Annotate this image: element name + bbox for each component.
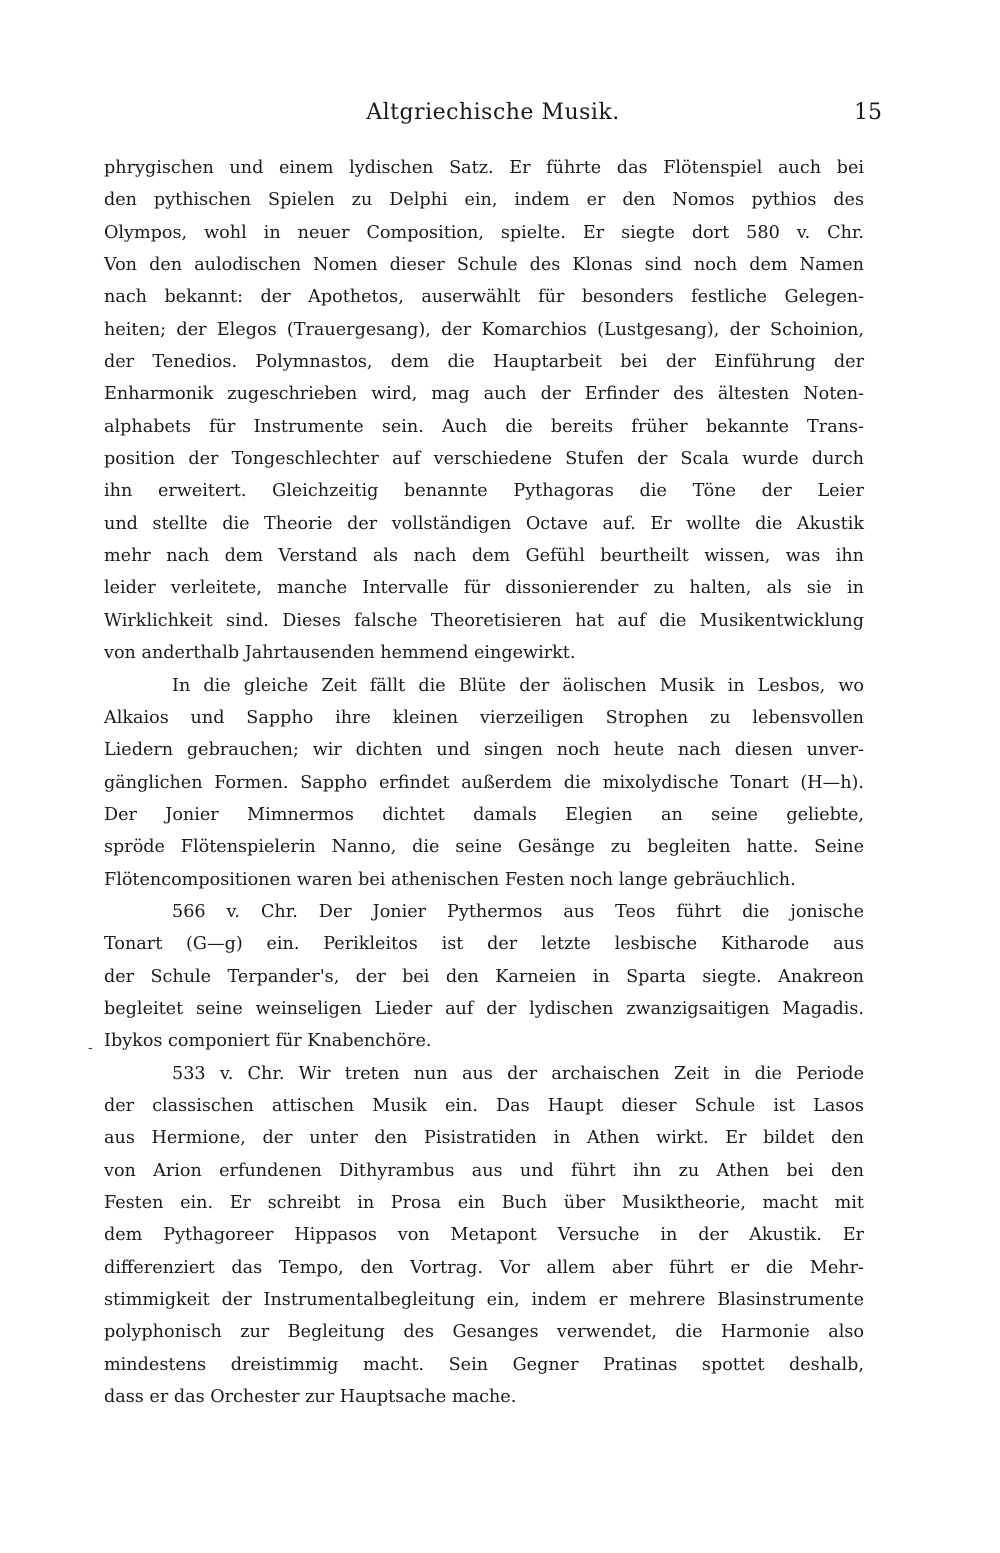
- text-line: Der Jonier Mimnermos dichtet damals Elegien an seine geliebte,: [104, 804, 864, 825]
- text-line: begleitet seine weinseligen Lieder auf der lydischen zwanzigsaitigen Magadis.: [104, 998, 864, 1019]
- text-line: von Arion erfundenen Dithyrambus aus und führt ihn zu Athen bei den: [104, 1160, 864, 1181]
- running-head: [104, 100, 882, 136]
- text-line: Alkaios und Sappho ihre kleinen vierzeiligen Strophen zu lebensvollen: [104, 707, 864, 728]
- text-line: ihn erweitert. Gleichzeitig benannte Pythagoras die Töne der Leier: [104, 481, 864, 502]
- text-line: Olympos, wohl in neuer Composition, spielte. Er siegte dort 580 v. Chr.: [104, 222, 864, 243]
- text-line: stimmigkeit der Instrumentalbegleitung ein, indem er mehrere Blasinstrumente: [104, 1290, 864, 1311]
- text-line: phrygischen und einem lydischen Satz. Er führte das Flötenspiel auch bei: [104, 158, 864, 178]
- text-line: Festen ein. Er schreibt in Prosa ein Buch über Musiktheorie, macht mit: [104, 1193, 864, 1213]
- running-title: Altgriechische Musik.: [366, 100, 620, 125]
- text-line: position der Tongeschlechter auf verschiedene Stufen der Scala wurde durch: [104, 449, 864, 470]
- text-line: dem Pythagoreer Hippasos von Metapont Versuche in der Akustik. Er: [104, 1225, 864, 1246]
- text-line: spröde Flötenspielerin Nanno, die seine Gesänge zu begleiten hatte. Seine: [104, 837, 864, 858]
- text-line: dass er das Orchester zur Hauptsache mache.: [104, 1387, 517, 1408]
- paragraph: [104, 152, 864, 670]
- text-line: Flötencompositionen waren bei athenischen Festen noch lange gebräuchlich.: [104, 869, 796, 890]
- paragraph: [104, 1058, 864, 1414]
- text-line: von anderthalb Jahrtausenden hemmend eingewirkt.: [104, 643, 576, 664]
- text-line: Ibykos componiert für Knabenchöre.: [104, 1031, 432, 1052]
- text-line: und stellte die Theorie der vollständigen Octave auf. Er wollte die Akustik: [104, 513, 864, 534]
- text-line: heiten; der Elegos (Trauergesang), der Komarchios (Lustgesang), der Schoinion,: [104, 319, 864, 340]
- text-line: Tonart (G—g) ein. Perikleitos ist der letzte lesbische Kitharode aus: [104, 934, 864, 955]
- paragraph: [104, 896, 864, 1058]
- text-line: nach bekannt: der Apothetos, auserwählt für besonders festliche Gelegen-: [104, 287, 864, 308]
- text-line: gänglichen Formen. Sappho erfindet außerdem die mixolydische Tonart (H—h).: [104, 772, 864, 793]
- text-line: In die gleiche Zeit fällt die Blüte der äolischen Musik in Lesbos, wo: [172, 675, 864, 696]
- text-line: 533 v. Chr. Wir treten nun aus der archaischen Zeit in die Periode: [172, 1063, 864, 1084]
- text-line: Enharmonik zugeschrieben wird, mag auch der Erfinder des ältesten Noten-: [104, 384, 864, 405]
- text-line: den pythischen Spielen zu Delphi ein, indem er den Nomos pythios des: [104, 190, 864, 211]
- text-line: Von den aulodischen Nomen dieser Schule des Klonas sind noch dem Namen: [104, 255, 864, 276]
- text-line: aus Hermione, der unter den Pisistratiden in Athen wirkt. Er bildet den: [104, 1128, 864, 1149]
- margin-dash: -: [88, 1040, 93, 1056]
- text-line: der Schule Terpander's, der bei den Karneien in Sparta siegte. Anakreon: [104, 966, 864, 987]
- text-line: leider verleitete, manche Intervalle für dissonierender zu halten, als sie in: [104, 578, 864, 599]
- text-line: der Tenedios. Polymnastos, dem die Hauptarbeit bei der Einführung der: [104, 352, 864, 373]
- page-number: 15: [854, 100, 882, 125]
- text-line: mehr nach dem Verstand als nach dem Gefühl beurtheilt wissen, was ihn: [104, 546, 864, 567]
- body-text: [104, 152, 864, 1413]
- text-line: differenziert das Tempo, den Vortrag. Vor allem aber führt er die Mehr-: [104, 1257, 864, 1278]
- text-line: mindestens dreistimmig macht. Sein Gegner Pratinas spottet deshalb,: [104, 1354, 864, 1375]
- text-line: polyphonisch zur Begleitung des Gesanges verwendet, die Harmonie also: [104, 1322, 864, 1343]
- text-line: Wirklichkeit sind. Dieses falsche Theoretisieren hat auf die Musikentwicklung: [104, 610, 864, 631]
- text-line: alphabets für Instrumente sein. Auch die bereits früher bekannte Trans-: [104, 416, 864, 437]
- text-line: Liedern gebrauchen; wir dichten und singen noch heute nach diesen unver-: [104, 740, 864, 761]
- text-line: 566 v. Chr. Der Jonier Pythermos aus Teos führt die jonische: [172, 901, 864, 922]
- paragraph: [104, 670, 864, 896]
- text-line: der classischen attischen Musik ein. Das Haupt dieser Schule ist Lasos: [104, 1095, 864, 1116]
